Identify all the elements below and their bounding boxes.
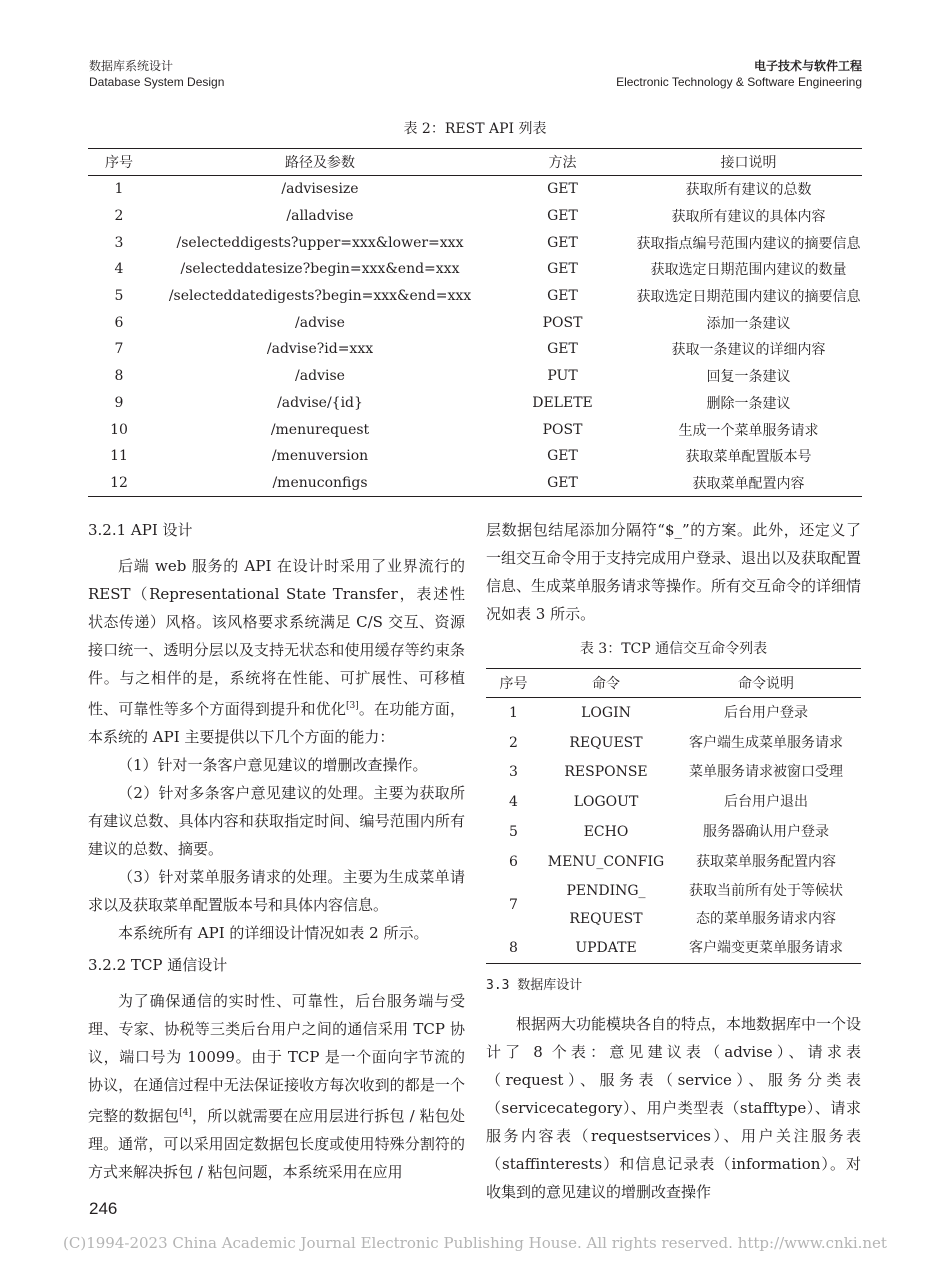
section-3-2-1-title: 3.2.1 API 设计 xyxy=(88,521,193,539)
cell-command-line: ECHO xyxy=(583,824,629,841)
right-column-bottom xyxy=(486,972,861,1206)
paragraph-continued: 层数据包结尾添加分隔符“$_”的方案。此外，还定义了一组交互命令用于支持完成用户登录、退出以及获取配置信息、生成菜单服务请求等操作。所有交互命令的详细情况如表 3 所示。 xyxy=(486,521,862,623)
cell-no: 2 xyxy=(114,208,124,225)
table-row xyxy=(486,758,861,788)
cell-command-line: RESPONSE xyxy=(564,764,648,781)
cell-no: 1 xyxy=(114,181,124,198)
header-section-en: Database System Design xyxy=(89,75,225,89)
cell-path: /advise?id=xxx xyxy=(266,341,374,358)
cell-command-desc-line: 获取菜单服务配置内容 xyxy=(696,853,836,870)
cell-desc: 回复一条建议 xyxy=(706,369,791,386)
citation-ref: [4] xyxy=(179,1108,192,1118)
cell-desc: 生成一个菜单服务请求 xyxy=(678,422,819,439)
header-no: 序号 xyxy=(486,669,541,698)
cell-command-line: REQUEST xyxy=(569,734,643,751)
header-path: 路径及参数 xyxy=(150,149,490,176)
list-item-1: （1）针对一条客户意见建议的增删改查操作。 xyxy=(118,756,428,774)
table-row xyxy=(486,728,861,758)
cell-no: 10 xyxy=(110,421,128,438)
paragraph-text: 后端 web 服务的 API 在设计时采用了业界流行的 REST（Representational State Transfer，表述性状态传递）风格。该风格要求系统满足 C/S 交互、资源接口统一、透明分层以及支持无状态和使用缓存等约束条件。与之相伴的是，系统将在性能、可扩展性、可移植性、可靠性等多个方面得到提升和优化 xyxy=(88,557,465,718)
cell-method: GET xyxy=(547,261,578,278)
section-3-3-title: 3.3 数据库设计 xyxy=(486,978,583,993)
page-number: 246 xyxy=(89,1199,118,1218)
cell-method: GET xyxy=(547,288,578,305)
cell-path: /advise/{id} xyxy=(277,394,363,411)
cell-no: 6 xyxy=(509,853,518,870)
cell-path: /menuconfigs xyxy=(272,474,368,491)
table2-caption: 表 2：REST API 列表 xyxy=(403,121,547,137)
header-method: 方法 xyxy=(490,149,635,176)
cell-path: /advise xyxy=(295,368,345,385)
paragraph-text: ，所以就需要在应用层进行拆包 / 粘包处理。通常，可以采用固定数据包长度或使用特殊分割符的方式来解决拆包 / 粘包问题，本系统采用在应用 xyxy=(88,1107,465,1181)
cell-desc: 获取一条建议的详细内容 xyxy=(671,342,826,359)
table-row xyxy=(486,847,861,877)
table-row xyxy=(486,698,861,728)
header-section-cn: 数据库系统设计 xyxy=(89,59,174,73)
cell-command-line: REQUEST xyxy=(569,910,643,927)
cell-command-desc-line: 获取当前所有处于等候状 xyxy=(689,882,843,899)
cell-path: /alladvise xyxy=(286,208,354,225)
cell-no: 5 xyxy=(114,288,124,305)
cell-desc: 获取所有建议的总数 xyxy=(685,182,812,199)
cell-command-desc xyxy=(671,933,861,963)
cell-no: 1 xyxy=(509,704,518,721)
cell-method: POST xyxy=(542,421,583,438)
cell-no: 4 xyxy=(509,794,518,811)
cell-command xyxy=(541,787,671,817)
cell-no: 9 xyxy=(114,394,124,411)
cell-no: 8 xyxy=(509,939,518,956)
left-column xyxy=(88,516,465,1186)
cell-desc: 删除一条建议 xyxy=(706,395,791,412)
table-row xyxy=(88,443,862,470)
table-header-row xyxy=(88,149,862,176)
cell-command-desc-line: 菜单服务请求被窗口受理 xyxy=(689,764,843,781)
cell-method: GET xyxy=(547,448,578,465)
paragraph-text: 。在功能方面，本系统的 API 主要提供以下几个方面的能力： xyxy=(88,700,465,746)
cell-command-desc-line: 客户端变更菜单服务请求 xyxy=(689,939,843,956)
cell-no: 7 xyxy=(114,341,124,358)
table-row xyxy=(88,363,862,390)
cell-command xyxy=(541,933,671,963)
cell-command-desc-line: 态的菜单服务请求内容 xyxy=(696,910,836,927)
table-row xyxy=(88,203,862,230)
cell-desc: 获取指点编号范围内建议的摘要信息 xyxy=(636,235,861,252)
cell-desc: 获取选定日期范围内建议的数量 xyxy=(650,262,847,279)
cell-path: /advise xyxy=(295,314,345,331)
cell-command xyxy=(541,847,671,877)
cell-command xyxy=(541,728,671,758)
table-row xyxy=(88,309,862,336)
cell-desc: 获取所有建议的具体内容 xyxy=(671,209,826,226)
cell-command-line: LOGOUT xyxy=(573,794,639,811)
cell-desc: 获取菜单配置内容 xyxy=(692,475,805,492)
cell-command-line: MENU_CONFIG xyxy=(547,853,665,870)
table-row xyxy=(88,416,862,443)
header-no: 序号 xyxy=(88,149,150,176)
cell-command-desc xyxy=(671,847,861,877)
cell-path: /selecteddigests?upper=xxx&lower=xxx xyxy=(176,234,464,251)
cell-no: 3 xyxy=(114,234,124,251)
citation-ref: [3] xyxy=(346,701,359,711)
rest-api-table xyxy=(88,148,862,497)
cell-method: DELETE xyxy=(532,394,593,411)
copyright-footer: (C)1994-2023 China Academic Journal Electronic Publishing House. All rights reserved. http://www.cnki.net xyxy=(63,1234,887,1252)
cell-no: 5 xyxy=(509,824,518,841)
right-column-top xyxy=(486,516,861,628)
cell-command xyxy=(541,698,671,728)
cell-command-line: UPDATE xyxy=(575,939,637,956)
cell-path: /selecteddatesize?begin=xxx&end=xxx xyxy=(180,261,460,278)
cell-path: /selecteddatedigests?begin=xxx&end=xxx xyxy=(168,288,472,305)
cell-method: GET xyxy=(547,341,578,358)
cell-no: 8 xyxy=(114,368,124,385)
cell-command-desc xyxy=(671,728,861,758)
cell-no: 6 xyxy=(114,314,124,331)
cell-command xyxy=(541,817,671,847)
table-row xyxy=(88,336,862,363)
cell-no: 3 xyxy=(509,764,518,781)
tcp-command-table xyxy=(486,668,861,964)
paragraph-api-design xyxy=(88,552,465,751)
table3-caption: 表 3：TCP 通信交互命令列表 xyxy=(579,641,768,657)
table-row xyxy=(88,229,862,256)
table-row xyxy=(88,390,862,417)
cell-command-desc xyxy=(671,817,861,847)
cell-no: 7 xyxy=(509,896,518,913)
table-row xyxy=(88,470,862,497)
table-row xyxy=(88,176,862,203)
cell-command-desc xyxy=(671,877,861,933)
cell-path: /advisesize xyxy=(281,181,359,198)
cell-command-desc xyxy=(671,758,861,788)
cell-no: 12 xyxy=(110,474,128,491)
cell-method: GET xyxy=(547,208,578,225)
table-row xyxy=(486,817,861,847)
running-header-right xyxy=(616,58,862,90)
cell-command-desc-line: 后台用户退出 xyxy=(724,794,808,811)
cell-command xyxy=(541,758,671,788)
paragraph-tcp-design xyxy=(88,987,465,1186)
section-3-2-2-title: 3.2.2 TCP 通信设计 xyxy=(88,956,228,974)
cell-method: PUT xyxy=(547,368,578,385)
cell-command-line: LOGIN xyxy=(581,704,631,721)
cell-desc: 获取菜单配置版本号 xyxy=(685,449,812,466)
cell-method: POST xyxy=(542,314,583,331)
cell-command-line: PENDING_ xyxy=(566,882,646,899)
journal-title-en: Electronic Technology & Software Engineering xyxy=(616,75,862,89)
cell-method: GET xyxy=(547,474,578,491)
list-item-3: （3）针对菜单服务请求的处理。主要为生成菜单请求以及获取菜单配置版本号和具体内容信息。 xyxy=(88,868,465,914)
cell-command xyxy=(541,877,671,933)
cell-command-desc-line: 客户端生成菜单服务请求 xyxy=(689,734,843,751)
cell-command-desc-line: 服务器确认用户登录 xyxy=(703,824,829,841)
cell-desc: 获取选定日期范围内建议的摘要信息 xyxy=(636,289,861,306)
list-item-2: （2）针对多条客户意见建议的处理。主要为获取所有建议总数、具体内容和获取指定时间、编号范围内所有建议的总数、摘要。 xyxy=(88,784,465,858)
header-command: 命令 xyxy=(541,669,671,698)
paragraph-database-design: 根据两大功能模块各自的特点，本地数据库中一个设计了 8 个表：意见建议表（advise）、请求表（request）、服务表（service）、服务分类表（servicecategory）、用户类型表（stafftype）、请求服务内容表（requestservices）、用户关注服务表（staffinterests）和信息记录表（information）。对收集到的意见建议的增删改查操作 xyxy=(486,1015,862,1201)
table-row xyxy=(88,256,862,283)
cell-path: /menuversion xyxy=(271,448,369,465)
cell-no: 4 xyxy=(114,261,124,278)
cell-method: GET xyxy=(547,181,578,198)
paragraph-table-ref: 本系统所有 API 的详细设计情况如表 2 所示。 xyxy=(118,924,429,942)
cell-desc: 添加一条建议 xyxy=(706,315,791,332)
cell-command-desc xyxy=(671,698,861,728)
table-row xyxy=(486,877,861,933)
table-row xyxy=(486,933,861,963)
journal-title-cn: 电子技术与软件工程 xyxy=(753,59,862,73)
header-desc: 接口说明 xyxy=(635,149,862,176)
cell-no: 2 xyxy=(509,734,518,751)
cell-no: 11 xyxy=(110,448,128,465)
table-header-row xyxy=(486,669,861,698)
table-row xyxy=(88,283,862,310)
cell-command-desc xyxy=(671,787,861,817)
table-row xyxy=(486,787,861,817)
running-header-left xyxy=(89,58,224,90)
cell-path: /menurequest xyxy=(270,421,370,438)
header-command-desc: 命令说明 xyxy=(671,669,861,698)
cell-method: GET xyxy=(547,234,578,251)
cell-command-desc-line: 后台用户登录 xyxy=(724,704,808,721)
paragraph-text: 为了确保通信的实时性、可靠性，后台服务端与受理、专家、协税等三类后台用户之间的通信采用 TCP 协议，端口号为 10099。由于 TCP 是一个面向字节流的协议，在通信过程中无法保证接收方每次收到的都是一个完整的数据包 xyxy=(88,992,465,1125)
